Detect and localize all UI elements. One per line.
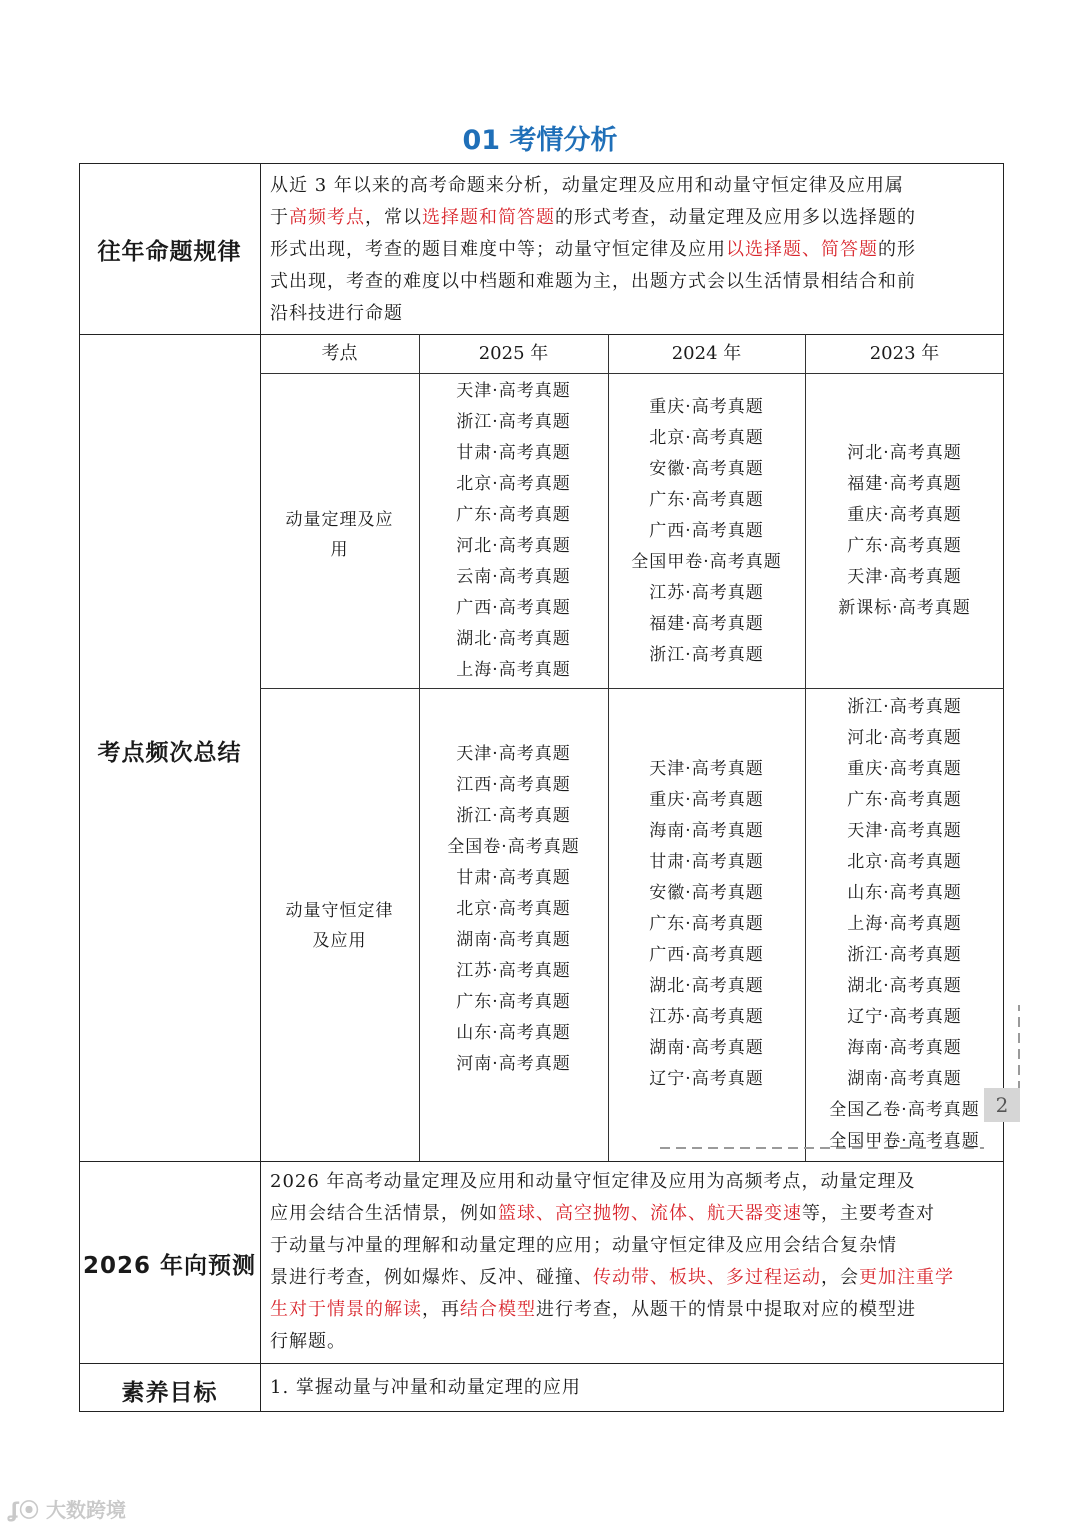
watermark-logo: ʆ⦿ 大数跨境 (8, 1498, 127, 1522)
topic-name: 动量守恒定律 及应用 (285, 901, 394, 951)
exam-item: 重庆·高考真题 (649, 790, 764, 810)
exam-item: 湖南·高考真题 (649, 1038, 764, 1058)
exam-item: 新课标·高考真题 (838, 598, 971, 618)
exam-item: 天津·高考真题 (847, 821, 962, 841)
row-label-goal: 素养目标 (121, 1380, 218, 1406)
exam-item: 全国卷·高考真题 (447, 837, 580, 857)
exam-item: 广东·高考真题 (456, 505, 571, 525)
row-label-frequency: 考点频次总结 (97, 740, 242, 766)
header-2024: 2024 年 (671, 343, 742, 364)
exam-item: 安徽·高考真题 (649, 459, 764, 479)
exam-item: 安徽·高考真题 (649, 883, 764, 903)
exam-item: 广东·高考真题 (847, 536, 962, 556)
list-2024 (608, 392, 805, 671)
exam-item: 天津·高考真题 (456, 744, 571, 764)
exam-item: 浙江·高考真题 (649, 645, 764, 665)
exam-item: 江苏·高考真题 (456, 961, 571, 981)
exam-item: 广西·高考真题 (649, 945, 764, 965)
exam-item: 云南·高考真题 (456, 567, 571, 587)
list-2025 (419, 376, 608, 686)
exam-item: 天津·高考真题 (649, 759, 764, 779)
exam-item: 浙江·高考真题 (456, 412, 571, 432)
exam-item: 广东·高考真题 (649, 914, 764, 934)
exam-item: 甘肃·高考真题 (456, 868, 571, 888)
watermark-icon: ʆ⦿ (8, 1498, 40, 1522)
header-2025: 2025 年 (478, 343, 549, 364)
row-divider (79, 334, 1004, 335)
forecast-text: 2026 年高考动量定理及应用和动量守恒定律及应用为高频考点，动量定理及 应用会结合生活情景，例如篮球、高空抛物、流体、航天器变速等，主要考查对 于动量与冲量的理解和动量定理的应用；动量守恒定律及应用会结合复杂情 景进行考查，例如爆炸、反冲、碰撞、传动带、板块、多过程运动，会更加注重学 生对于情景的解读，再结合模型进行考查，从题干的情景中提取对应的模型进 行解题。 (270, 1171, 954, 1352)
exam-item: 全国甲卷·高考真题 (631, 552, 782, 572)
exam-item: 湖北·高考真题 (847, 976, 962, 996)
exam-item: 广东·高考真题 (649, 490, 764, 510)
exam-item: 广东·高考真题 (847, 790, 962, 810)
exam-item: 全国甲卷·高考真题 (829, 1131, 980, 1151)
exam-item: 江苏·高考真题 (649, 1007, 764, 1027)
exam-item: 重庆·高考真题 (847, 505, 962, 525)
exam-item: 海南·高考真题 (649, 821, 764, 841)
exam-item: 广西·高考真题 (456, 598, 571, 618)
row-label-past-rules: 往年命题规律 (97, 239, 242, 265)
exam-item: 河南·高考真题 (456, 1054, 571, 1074)
list-2024 (608, 754, 805, 1095)
exam-item: 广东·高考真题 (456, 992, 571, 1012)
exam-item: 浙江·高考真题 (847, 697, 962, 717)
exam-item: 河北·高考真题 (847, 728, 962, 748)
exam-item: 全国乙卷·高考真题 (829, 1100, 980, 1120)
topic-name: 动量定理及应 用 (285, 510, 394, 560)
exam-item: 湖南·高考真题 (847, 1069, 962, 1089)
exam-item: 福建·高考真题 (847, 474, 962, 494)
exam-item: 北京·高考真题 (456, 899, 571, 919)
exam-item: 天津·高考真题 (456, 381, 571, 401)
exam-item: 上海·高考真题 (456, 660, 571, 680)
exam-item: 辽宁·高考真题 (847, 1007, 962, 1027)
exam-item: 海南·高考真题 (847, 1038, 962, 1058)
page-corner-decoration (650, 1085, 1030, 1165)
list-2023 (805, 438, 1004, 624)
exam-item: 江苏·高考真题 (649, 583, 764, 603)
exam-item: 广西·高考真题 (649, 521, 764, 541)
exam-item: 浙江·高考真题 (456, 806, 571, 826)
exam-item: 山东·高考真题 (456, 1023, 571, 1043)
exam-item: 北京·高考真题 (456, 474, 571, 494)
exam-item: 湖南·高考真题 (456, 930, 571, 950)
exam-item: 浙江·高考真题 (847, 945, 962, 965)
exam-item: 北京·高考真题 (847, 852, 962, 872)
exam-item: 湖北·高考真题 (649, 976, 764, 996)
goal-text: 1. 掌握动量与冲量和动量定理的应用 (270, 1377, 581, 1398)
inner-divider (260, 688, 1004, 689)
exam-item: 重庆·高考真题 (847, 759, 962, 779)
page-number: 2 (984, 1088, 1020, 1122)
exam-item: 天津·高考真题 (847, 567, 962, 587)
exam-item: 河北·高考真题 (847, 443, 962, 463)
row-divider (79, 1363, 1004, 1364)
exam-item: 辽宁·高考真题 (649, 1069, 764, 1089)
exam-item: 山东·高考真题 (847, 883, 962, 903)
list-2025 (419, 739, 608, 1080)
header-topic: 考点 (321, 343, 358, 364)
header-2023: 2023 年 (869, 343, 940, 364)
page-title: 01 考情分析 (462, 125, 618, 156)
exam-item: 北京·高考真题 (649, 428, 764, 448)
row-label-forecast: 2026 年向预测 (82, 1253, 257, 1279)
exam-item: 江西·高考真题 (456, 775, 571, 795)
exam-item: 重庆·高考真题 (649, 397, 764, 417)
past-rules-text: 从近 3 年以来的高考命题来分析，动量定理及应用和动量守恒定律及应用属 于高频考点，常以选择题和简答题的形式考查，动量定理及应用多以选择题的 形式出现，考查的题目难度中等；动量守恒定律及应用以选择题、简答题的形 式出现，考查的难度以中档题和难题为主，出题方式会以生活情景相结合和前 沿科技进行命题 (270, 175, 916, 324)
exam-item: 福建·高考真题 (649, 614, 764, 634)
exam-item: 河北·高考真题 (456, 536, 571, 556)
exam-item: 甘肃·高考真题 (456, 443, 571, 463)
exam-item: 湖北·高考真题 (456, 629, 571, 649)
exam-item: 甘肃·高考真题 (649, 852, 764, 872)
exam-item: 上海·高考真题 (847, 914, 962, 934)
